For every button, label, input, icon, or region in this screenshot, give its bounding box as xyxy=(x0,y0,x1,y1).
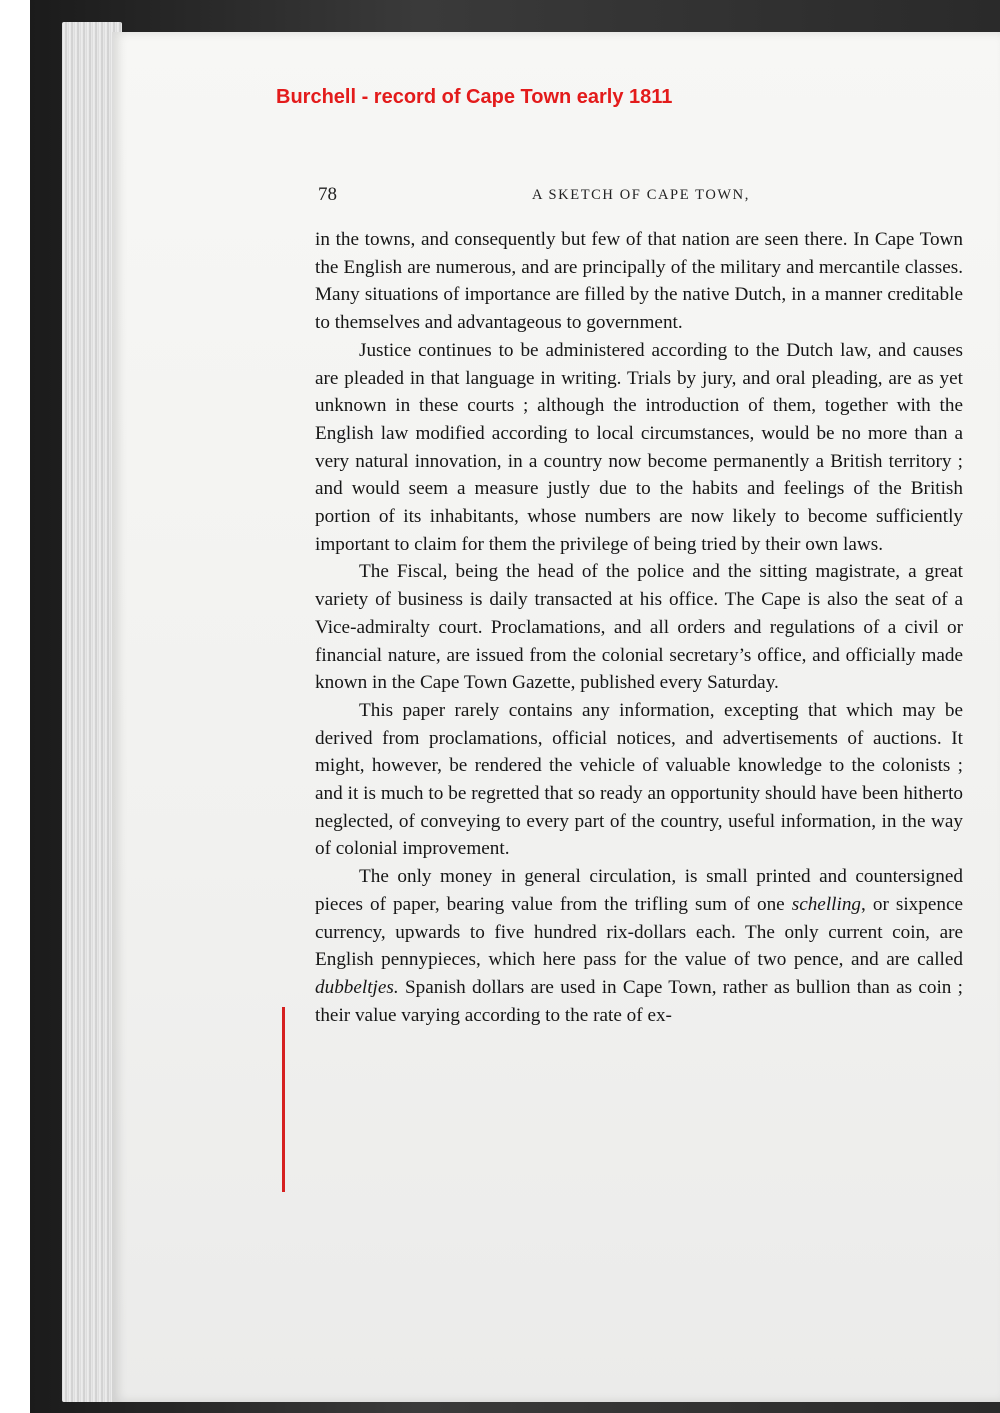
annotation-title: Burchell - record of Cape Town early 1811 xyxy=(276,86,673,108)
money-text-part1: The only money in general circulation, is small printed and countersigned pieces of paper, bearing value from the trifling sum of one xyxy=(315,866,963,915)
money-text-part3: Spanish dollars are used in Cape Town, rather as bullion than as coin ; their value varying according to the rate of ex- xyxy=(315,976,963,1026)
page-number: 78 xyxy=(318,184,337,205)
paragraph: This paper rarely contains any information, excepting that which may be derived from proclamations, official notices, and advertisements of auctions. It might, however, be rendered the vehicle of valuable knowledge to the colonists ; and it is much to be regretted that so ready an opportunity should have been hitherto neglected, of conveying to every part of the country, useful information, in the way of colonial improvement. xyxy=(315,699,963,860)
money-text-part2: , or sixpence currency, upwards to five hundred rix-dollars each. The only current coin, are English pennypieces, which here pass for the value of two pence, and are called xyxy=(315,893,963,971)
paragraph: in the towns, and consequently but few of that nation are seen there. In Cape Town the English are numerous, and are principally of the military and mercantile classes. Many situations of importance are filled by the native Dutch, in a manner creditable to themselves and advantageous to government. xyxy=(315,229,963,334)
running-head: A SKETCH OF CAPE TOWN, xyxy=(532,187,750,203)
italic-term-schelling: schelling xyxy=(791,893,862,915)
italic-term-dubbeltjes: dubbeltjes. xyxy=(315,976,399,998)
money-paragraph xyxy=(315,863,963,1029)
paragraph: Justice continues to be administered according to the Dutch law, and causes are pleaded in that language in writing. Trials by jury, and oral pleading, are as yet unknown in these courts ; although the introduction of them, together with the English law modified according to local circumstances, would be no more than a very natural innovation, in a country now become permanently a British territory ; and would seem a measure justly due to the habits and feelings of the British portion of its inhabitants, whose numbers are now likely to become sufficiently important to claim for them the privilege of being tried by their own laws. xyxy=(315,339,963,555)
highlight-marker-line xyxy=(282,1007,285,1192)
body-text xyxy=(315,226,963,1029)
paragraph: The Fiscal, being the head of the police and the sitting magistrate, a great variety of business is daily transacted at his office. The Cape is also the seat of a Vice-admiralty court. Proclamations, and all orders and regulations of a civil or financial nature, are issued from the colonial secretary’s office, and officially made known in the Cape Town Gazette, published every Saturday. xyxy=(315,561,963,694)
page-header xyxy=(318,184,964,210)
